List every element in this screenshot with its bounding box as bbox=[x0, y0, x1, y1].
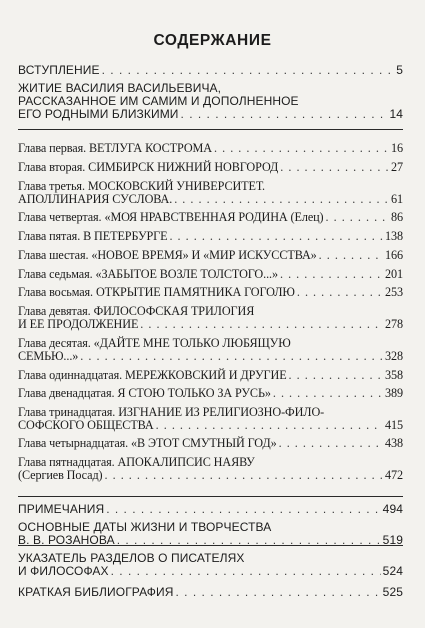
dot-leader bbox=[181, 108, 388, 121]
toc-entry-line bbox=[18, 387, 403, 400]
toc-page-number: 472 bbox=[385, 468, 403, 483]
toc-entry bbox=[18, 369, 403, 382]
toc-entry bbox=[18, 268, 403, 281]
toc-entry bbox=[18, 82, 403, 122]
toc-entry-title: Глава одиннадцатая. МЕРЕЖКОВСКИЙ И ДРУГИЕ bbox=[18, 368, 287, 382]
toc-page-number: 166 bbox=[385, 248, 403, 262]
toc-entry bbox=[18, 161, 403, 174]
section-divider bbox=[18, 545, 403, 546]
dot-leader bbox=[156, 419, 383, 432]
toc-page-number: 27 bbox=[391, 160, 403, 174]
toc-entry-title: Глава третья. МОСКОВСКИЙ УНИВЕРСИТЕТ. bbox=[18, 179, 265, 193]
toc-entry bbox=[18, 211, 403, 224]
toc-entry-title: ОСНОВНЫЕ ДАТЫ ЖИЗНИ И ТВОРЧЕСТВА bbox=[18, 520, 272, 534]
toc-entry-line bbox=[18, 230, 403, 243]
toc-page-number: 253 bbox=[385, 285, 403, 299]
toc-entry-line bbox=[18, 108, 403, 121]
toc-page-number: 5 bbox=[396, 63, 403, 77]
dot-leader bbox=[174, 193, 389, 206]
toc-entry-line bbox=[18, 193, 403, 206]
toc-entry-title: СОФСКОГО ОБЩЕСТВА bbox=[18, 418, 154, 433]
toc-entry-title: Глава пятая. В ПЕТЕРБУРГЕ bbox=[18, 229, 168, 243]
toc-page-number: 14 bbox=[389, 107, 403, 122]
toc-entry-line bbox=[18, 369, 403, 382]
toc-entry-title: Глава десятая. «ДАЙТЕ МНЕ ТОЛЬКО ЛЮБЯЩУЮ bbox=[18, 336, 291, 350]
dot-leader bbox=[169, 230, 383, 243]
toc-entry-title: АПОЛЛИНАРИЯ СУСЛОВА. bbox=[18, 192, 173, 207]
toc-page-number: 524 bbox=[382, 564, 403, 579]
toc-entry bbox=[18, 142, 403, 155]
toc-entry bbox=[18, 305, 403, 331]
section-divider bbox=[18, 496, 403, 497]
toc-page-number: 438 bbox=[385, 436, 403, 450]
dot-leader bbox=[106, 503, 380, 516]
toc-entry-line bbox=[18, 350, 403, 363]
toc-entry-title: Глава четырнадцатая. «В ЭТОТ СМУТНЫЙ ГОД» bbox=[18, 436, 277, 450]
toc-page-number: 138 bbox=[385, 229, 403, 243]
toc-entry-title: Глава восьмая. ОТКРЫТИЕ ПАМЯТНИКА ГОГОЛЮ bbox=[18, 285, 295, 299]
toc-entry bbox=[18, 437, 403, 450]
toc-entry bbox=[18, 286, 403, 299]
toc-entry bbox=[18, 406, 403, 432]
toc-entry-line bbox=[18, 268, 403, 281]
toc-page-number: 61 bbox=[391, 192, 403, 207]
dot-leader bbox=[297, 286, 383, 299]
toc-entry bbox=[18, 387, 403, 400]
toc-entry-title: ЖИТИЕ ВАСИЛИЯ ВАСИЛЬЕВИЧА, bbox=[18, 81, 222, 95]
dot-leader bbox=[326, 211, 389, 224]
toc-entry-line bbox=[18, 469, 403, 482]
toc-entry-title: (Сергиев Посад) bbox=[18, 468, 103, 483]
dot-leader bbox=[111, 565, 381, 578]
dot-leader bbox=[273, 387, 383, 400]
toc-entry-line bbox=[18, 565, 403, 578]
toc-entry-line bbox=[18, 249, 403, 262]
toc-page-number: 358 bbox=[385, 368, 403, 382]
dot-leader bbox=[105, 469, 384, 482]
toc-entry-line bbox=[18, 64, 403, 77]
toc-entry bbox=[18, 521, 403, 547]
toc-entry-line bbox=[18, 161, 403, 174]
toc-entry-title: Глава вторая. СИМБИРСК НИЖНИЙ НОВГОРОД bbox=[18, 160, 279, 174]
toc-entry-title: Глава двенадцатая. Я СТОЮ ТОЛЬКО ЗА РУСЬ» bbox=[18, 386, 271, 400]
toc-entry-title: Глава первая. ВЕТЛУГА КОСТРОМА bbox=[18, 141, 212, 155]
toc-entry-line bbox=[18, 318, 403, 331]
toc-entry-title: Глава шестая. «НОВОЕ ВРЕМЯ» И «МИР ИСКУССТВА» bbox=[18, 248, 317, 262]
toc-entry-title: ВСТУПЛЕНИЕ bbox=[18, 63, 100, 77]
toc-page-number: 494 bbox=[382, 502, 403, 516]
toc-page-number: 201 bbox=[385, 267, 403, 281]
toc-entry-title: Глава девятая. ФИЛОСОФСКАЯ ТРИЛОГИЯ bbox=[18, 304, 255, 318]
toc-entry bbox=[18, 337, 403, 363]
toc-page-number: 519 bbox=[382, 533, 403, 548]
toc-entry-title: И ЕЕ ПРОДОЛЖЕНИЕ bbox=[18, 317, 139, 332]
toc-entry-title: Глава седьмая. «ЗАБЫТОЕ ВОЗЛЕ ТОЛСТОГО...» bbox=[18, 267, 278, 281]
toc-page-number: 278 bbox=[385, 317, 403, 332]
dot-leader bbox=[289, 369, 383, 382]
toc-entry-title: Глава пятнадцатая. АПОКАЛИПСИС НАЯВУ bbox=[18, 455, 255, 469]
dot-leader bbox=[279, 437, 383, 450]
toc-entry-title: ЕГО РОДНЫМИ БЛИЗКИМИ bbox=[18, 107, 179, 122]
section-divider bbox=[18, 129, 403, 130]
dot-leader bbox=[176, 586, 381, 599]
toc-page-number: 389 bbox=[385, 386, 403, 400]
toc-page-number: 415 bbox=[385, 418, 403, 433]
toc-entry-line bbox=[18, 586, 403, 599]
toc-entry-title: УКАЗАТЕЛЬ РАЗДЕЛОВ О ПИСАТЕЛЯХ bbox=[18, 551, 245, 565]
dot-leader bbox=[214, 142, 389, 155]
toc-entry-title: Глава четвертая. «МОЯ НРАВСТВЕННАЯ РОДИНА (Елец) bbox=[18, 210, 324, 224]
toc-entry-line bbox=[18, 211, 403, 224]
toc-entry-line bbox=[18, 503, 403, 516]
toc-entry-line bbox=[18, 142, 403, 155]
dot-leader bbox=[280, 268, 383, 281]
toc-entry-title: КРАТКАЯ БИБЛИОГРАФИЯ bbox=[18, 585, 174, 599]
toc-page-number: 16 bbox=[391, 141, 403, 155]
toc-entry-title: РАССКАЗАННОЕ ИМ САМИМ И ДОПОЛНЕННОЕ bbox=[18, 94, 299, 109]
dot-leader bbox=[319, 249, 383, 262]
toc-entry-title: В. В. РОЗАНОВА bbox=[18, 533, 115, 548]
toc-entry-title: СЕМЬЮ...» bbox=[18, 349, 79, 364]
dot-leader bbox=[280, 161, 389, 174]
toc-entry-line bbox=[18, 419, 403, 432]
toc-entry bbox=[18, 456, 403, 482]
toc-page-number: 525 bbox=[382, 585, 403, 599]
dot-leader bbox=[102, 64, 395, 77]
toc-entry bbox=[18, 64, 403, 77]
dot-leader bbox=[80, 350, 383, 363]
toc-page-number: 86 bbox=[391, 210, 403, 224]
toc-entry bbox=[18, 586, 403, 599]
toc-entry bbox=[18, 552, 403, 578]
toc-entry-title: ПРИМЕЧАНИЯ bbox=[18, 502, 105, 516]
page-title: СОДЕРЖАНИЕ bbox=[153, 32, 272, 49]
toc-entry-title: Глава тринадцатая. ИЗГНАНИЕ ИЗ РЕЛИГИОЗНО-ФИЛО- bbox=[18, 405, 325, 419]
toc-entry-title: И ФИЛОСОФАХ bbox=[18, 564, 109, 579]
toc-entry-line bbox=[18, 286, 403, 299]
dot-leader bbox=[140, 318, 383, 331]
toc-entry bbox=[18, 230, 403, 243]
toc-entry bbox=[18, 249, 403, 262]
toc-entry bbox=[18, 503, 403, 516]
toc-page-number: 328 bbox=[385, 349, 403, 364]
toc-entry-line bbox=[18, 437, 403, 450]
toc-entry bbox=[18, 180, 403, 206]
